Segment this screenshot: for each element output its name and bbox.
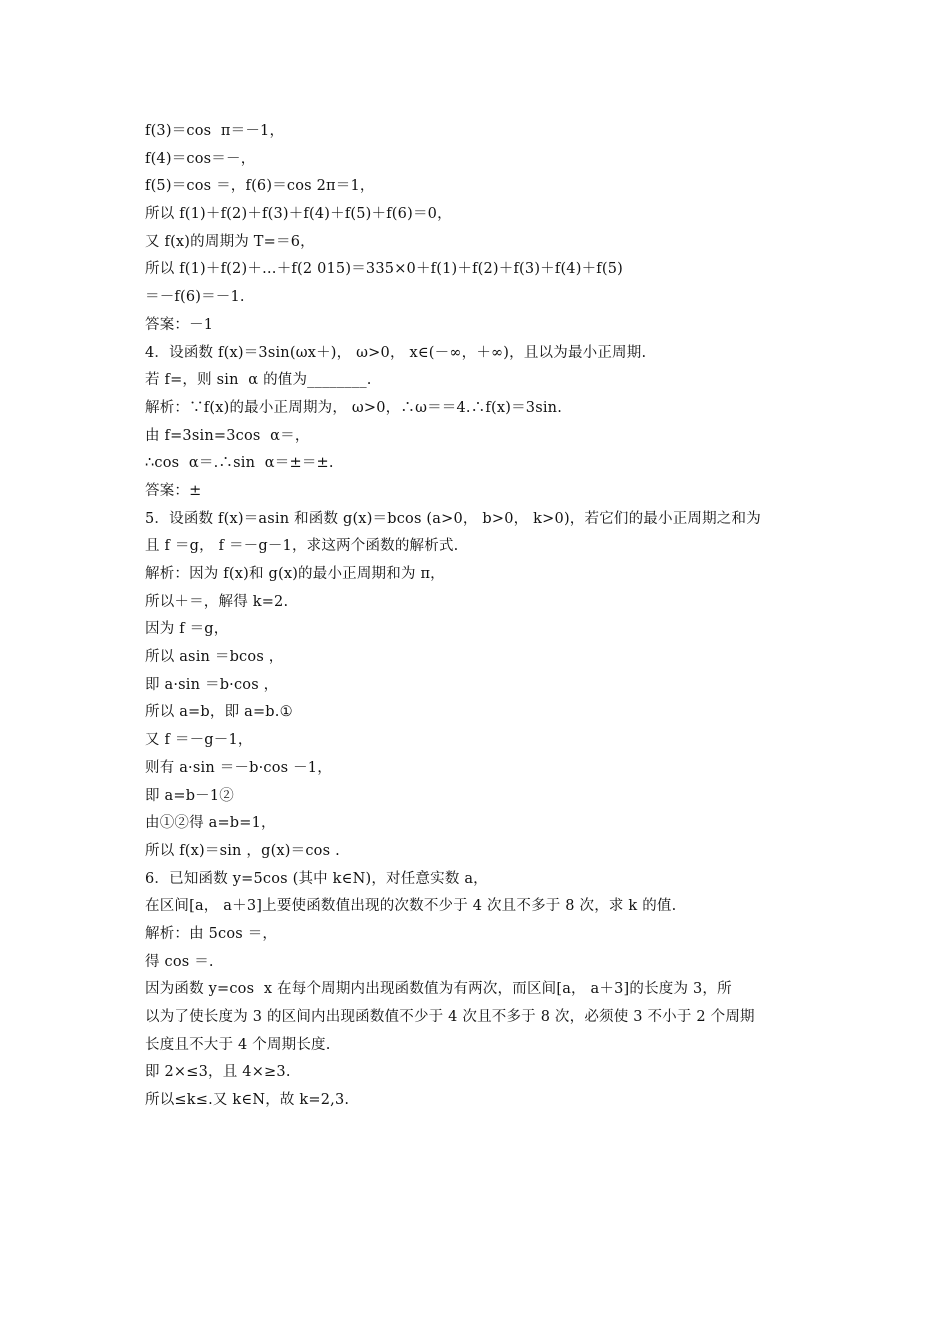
solution-line: 解析：因为 f(x)和 g(x)的最小正周期和为 π， <box>145 566 445 582</box>
text-line: 即 a=b－1② <box>145 787 235 804</box>
solution-line: 解析：∵f(x)的最小正周期为， ω>0，∴ω＝＝4.∴f(x)＝3sin. <box>145 399 563 416</box>
answer-line: 答案：－1 <box>145 316 214 333</box>
text-line: 若 f=，则 sin α 的值为________. <box>145 372 372 389</box>
text-line: 所以 f(1)＋f(2)＋…＋f(2 015)＝335×0＋f(1)＋f(2)＋f(3)＋f(4)＋f(5) <box>145 261 623 278</box>
text-line: 所以 a=b，即 a=b.① <box>145 704 293 721</box>
text-line: 以为了使长度为 3 的区间内出现函数值不少于 4 次且不多于 8 次，必须使 3 不小于 2 个周期 <box>145 1009 755 1025</box>
text-line: 所以 f(x)＝sin ，g(x)＝cos . <box>145 842 340 859</box>
text-line: 长度且不大于 4 个周期长度. <box>145 1036 331 1053</box>
text-line: 所以≤k≤.又 k∈N，故 k=2,3. <box>145 1092 350 1109</box>
text-line: 由 f=3sin=3cos α＝， <box>145 427 310 444</box>
document-body <box>145 118 825 1115</box>
text-line: f(4)＝cos＝－， <box>145 150 256 167</box>
text-line: 得 cos ＝. <box>145 953 214 970</box>
problem-4-heading: 4．设函数 f(x)＝3sin(ωx＋)， ω>0， x∈(－∞，＋∞)，且以为最小正周期. <box>145 344 647 361</box>
text-line: 因为 f ＝g， <box>145 621 229 638</box>
text-line: 即 2×≤3，且 4×≥3. <box>145 1064 291 1081</box>
text-line: 因为函数 y=cos x 在每个周期内出现函数值为有两次，而区间[a， a＋3]的长度为 3，所 <box>145 981 732 998</box>
text-line: 又 f(x)的周期为 T=＝6， <box>145 233 315 250</box>
problem-6-heading: 6．已知函数 y=5cos (其中 k∈N)，对任意实数 a， <box>145 870 488 887</box>
text-line: 所以 f(1)＋f(2)＋f(3)＋f(4)＋f(5)＋f(6)＝0， <box>145 206 452 223</box>
text-line: 且 f ＝g， f ＝－g－1，求这两个函数的解析式. <box>145 538 459 555</box>
solution-line: 解析：由 5cos ＝， <box>145 925 278 942</box>
text-line: 由①②得 a=b=1， <box>145 815 276 832</box>
text-line: 所以 asin ＝bcos ， <box>145 649 284 666</box>
text-line: 又 f ＝－g－1， <box>145 732 253 749</box>
problem-5-heading: 5．设函数 f(x)＝asin 和函数 g(x)＝bcos (a>0， b>0， k>0)，若它们的最小正周期之和为 <box>145 510 761 527</box>
text-line: 所以＋＝，解得 k=2. <box>145 593 289 610</box>
answer-line: 答案：± <box>145 482 202 499</box>
text-line: 则有 a·sin ＝－b·cos －1， <box>145 759 332 776</box>
text-line: f(5)＝cos ＝，f(6)＝cos 2π＝1， <box>145 178 375 195</box>
text-line: f(3)＝cos π＝－1， <box>145 123 285 139</box>
text-line: ＝－f(6)＝－1. <box>145 289 245 306</box>
text-line: 在区间[a， a＋3]上要使函数值出现的次数不少于 4 次且不多于 8 次，求 k 的值. <box>145 898 677 915</box>
text-line: ∴cos α＝.∴sin α＝±＝±. <box>145 455 334 472</box>
text-line: 即 a·sin ＝b·cos ， <box>145 676 279 693</box>
